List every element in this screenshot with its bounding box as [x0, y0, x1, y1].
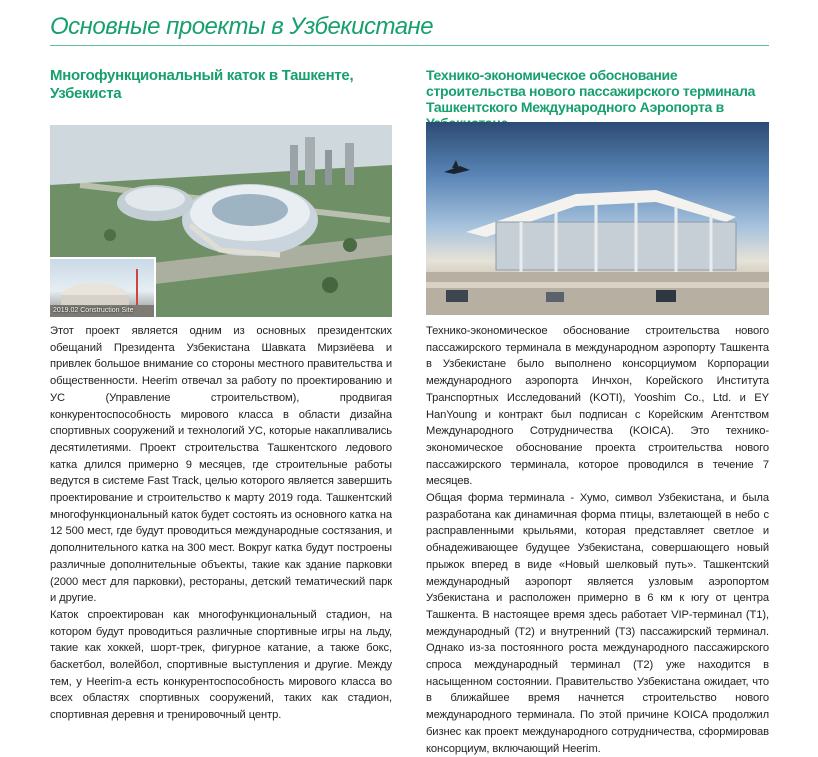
airport-terminal-rendering-image	[426, 122, 769, 315]
left-paragraph-2: Каток спроектирован как многофункциональный стадион, на котором будут проводиться различные спортивные игры на льду, такие как хоккей, шорт-трек, фигурное катание, а также бокс, баскетбол, волейбол, спортивные выступления и другие. Между тем, у Heerim-a есть конкурентоспособность мирового класса во всех областях спортивных сооружений, таких как стадион, спортивная деревня и тренировочный центр.	[50, 608, 392, 722]
page-title: Основные проекты в Узбекистане	[50, 13, 434, 40]
right-paragraph-2: Общая форма терминала - Хумо, символ Узбекистана, и была разработана как динамичная форма птицы, взлетающей в небо с расправленными крыльями, которая представляет светлое и обнадеживающее будущее Узбекистана, совершающего новый прыжок вперед в виде «Новый шелковый путь». Ташкентский международный аэропорт является узловым аэропортом Узбекистана и расположен примерно в 6 км к югу от центра Ташкента. В настоящее время здесь работает VIP-терминал (T1), международный (T2) и внутренний (T3) пассажирский терминал. Однако из-за постоянного роста международного пассажирского спроса международный терминал (T2) уже находится в насыщенном состоянии. Правительство Узбекистана ожидает, что в ближайшее время начнется строительство нового международного терминала. По этой причине KOICA продолжил бизнес как проект международного сотрудничества, сформировав консорциум, включающий Heerim.	[426, 492, 769, 755]
left-project-title: Многофункциональный каток в Ташкенте, Узбекиста	[50, 67, 354, 102]
left-project-description	[50, 323, 392, 724]
photo-caption: 2019.02 Construction Site	[53, 307, 134, 314]
airport-terminal-illustration	[426, 122, 769, 315]
left-paragraph-1: Этот проект является одним из основных президентских обещаний Президента Узбекистана Шавката Мирзиёева и привлек большое внимание со стороны местного правительства и общественности. Heerim отвечал за работу по проектированию и УС (Управление строительством), продвигая конкурентоспособность мирового класса в области дизайна спортивных сооружений и технологий УС, которые накапливались десятилетиями. Проект строительства Ташкентского ледового катка длился примерно 9 месяцев, где строительные работы ведутся в системе Fast Track, целью которого является завершить проектирование и строительство к марту 2019 года. Ташкентский многофункциональный каток будет состоять из основного катка на 12 500 мест, где будут проводиться международные состязания, и дополнительного катка на 300 мест. Вокруг катка будут построены различные дополнительные объекты, такие как здание парковки (2000 мест для парковки), рестораны, детский тематический парк и другие.	[50, 325, 392, 605]
construction-site-inset-photo	[50, 257, 156, 317]
title-divider	[50, 45, 769, 46]
ice-rink-rendering-image	[50, 125, 392, 317]
right-paragraph-1: Технико-экономическое обоснование строительства нового пассажирского терминала в международном аэропорту Ташкента в Узбекистане было выполнено консорциумом Корпорации международного аэропорта Инчхон, Корейского Института Транспортных Исследований (KOTI), Yooshim Co., Ltd. и EY HanYoung и контракт был подписан с Корейским Агентством Международного Сотрудничества (KOICA). Это технико-экономическое обоснование проекта строительства нового пассажирского терминала, которое проводился в течение 7 месяцев.	[426, 325, 769, 488]
right-project-title: Технико-экономическое обоснование строительства нового пассажирского терминала Ташкентского Международного Аэропорта в	[426, 67, 756, 115]
right-project-description	[426, 323, 769, 757]
